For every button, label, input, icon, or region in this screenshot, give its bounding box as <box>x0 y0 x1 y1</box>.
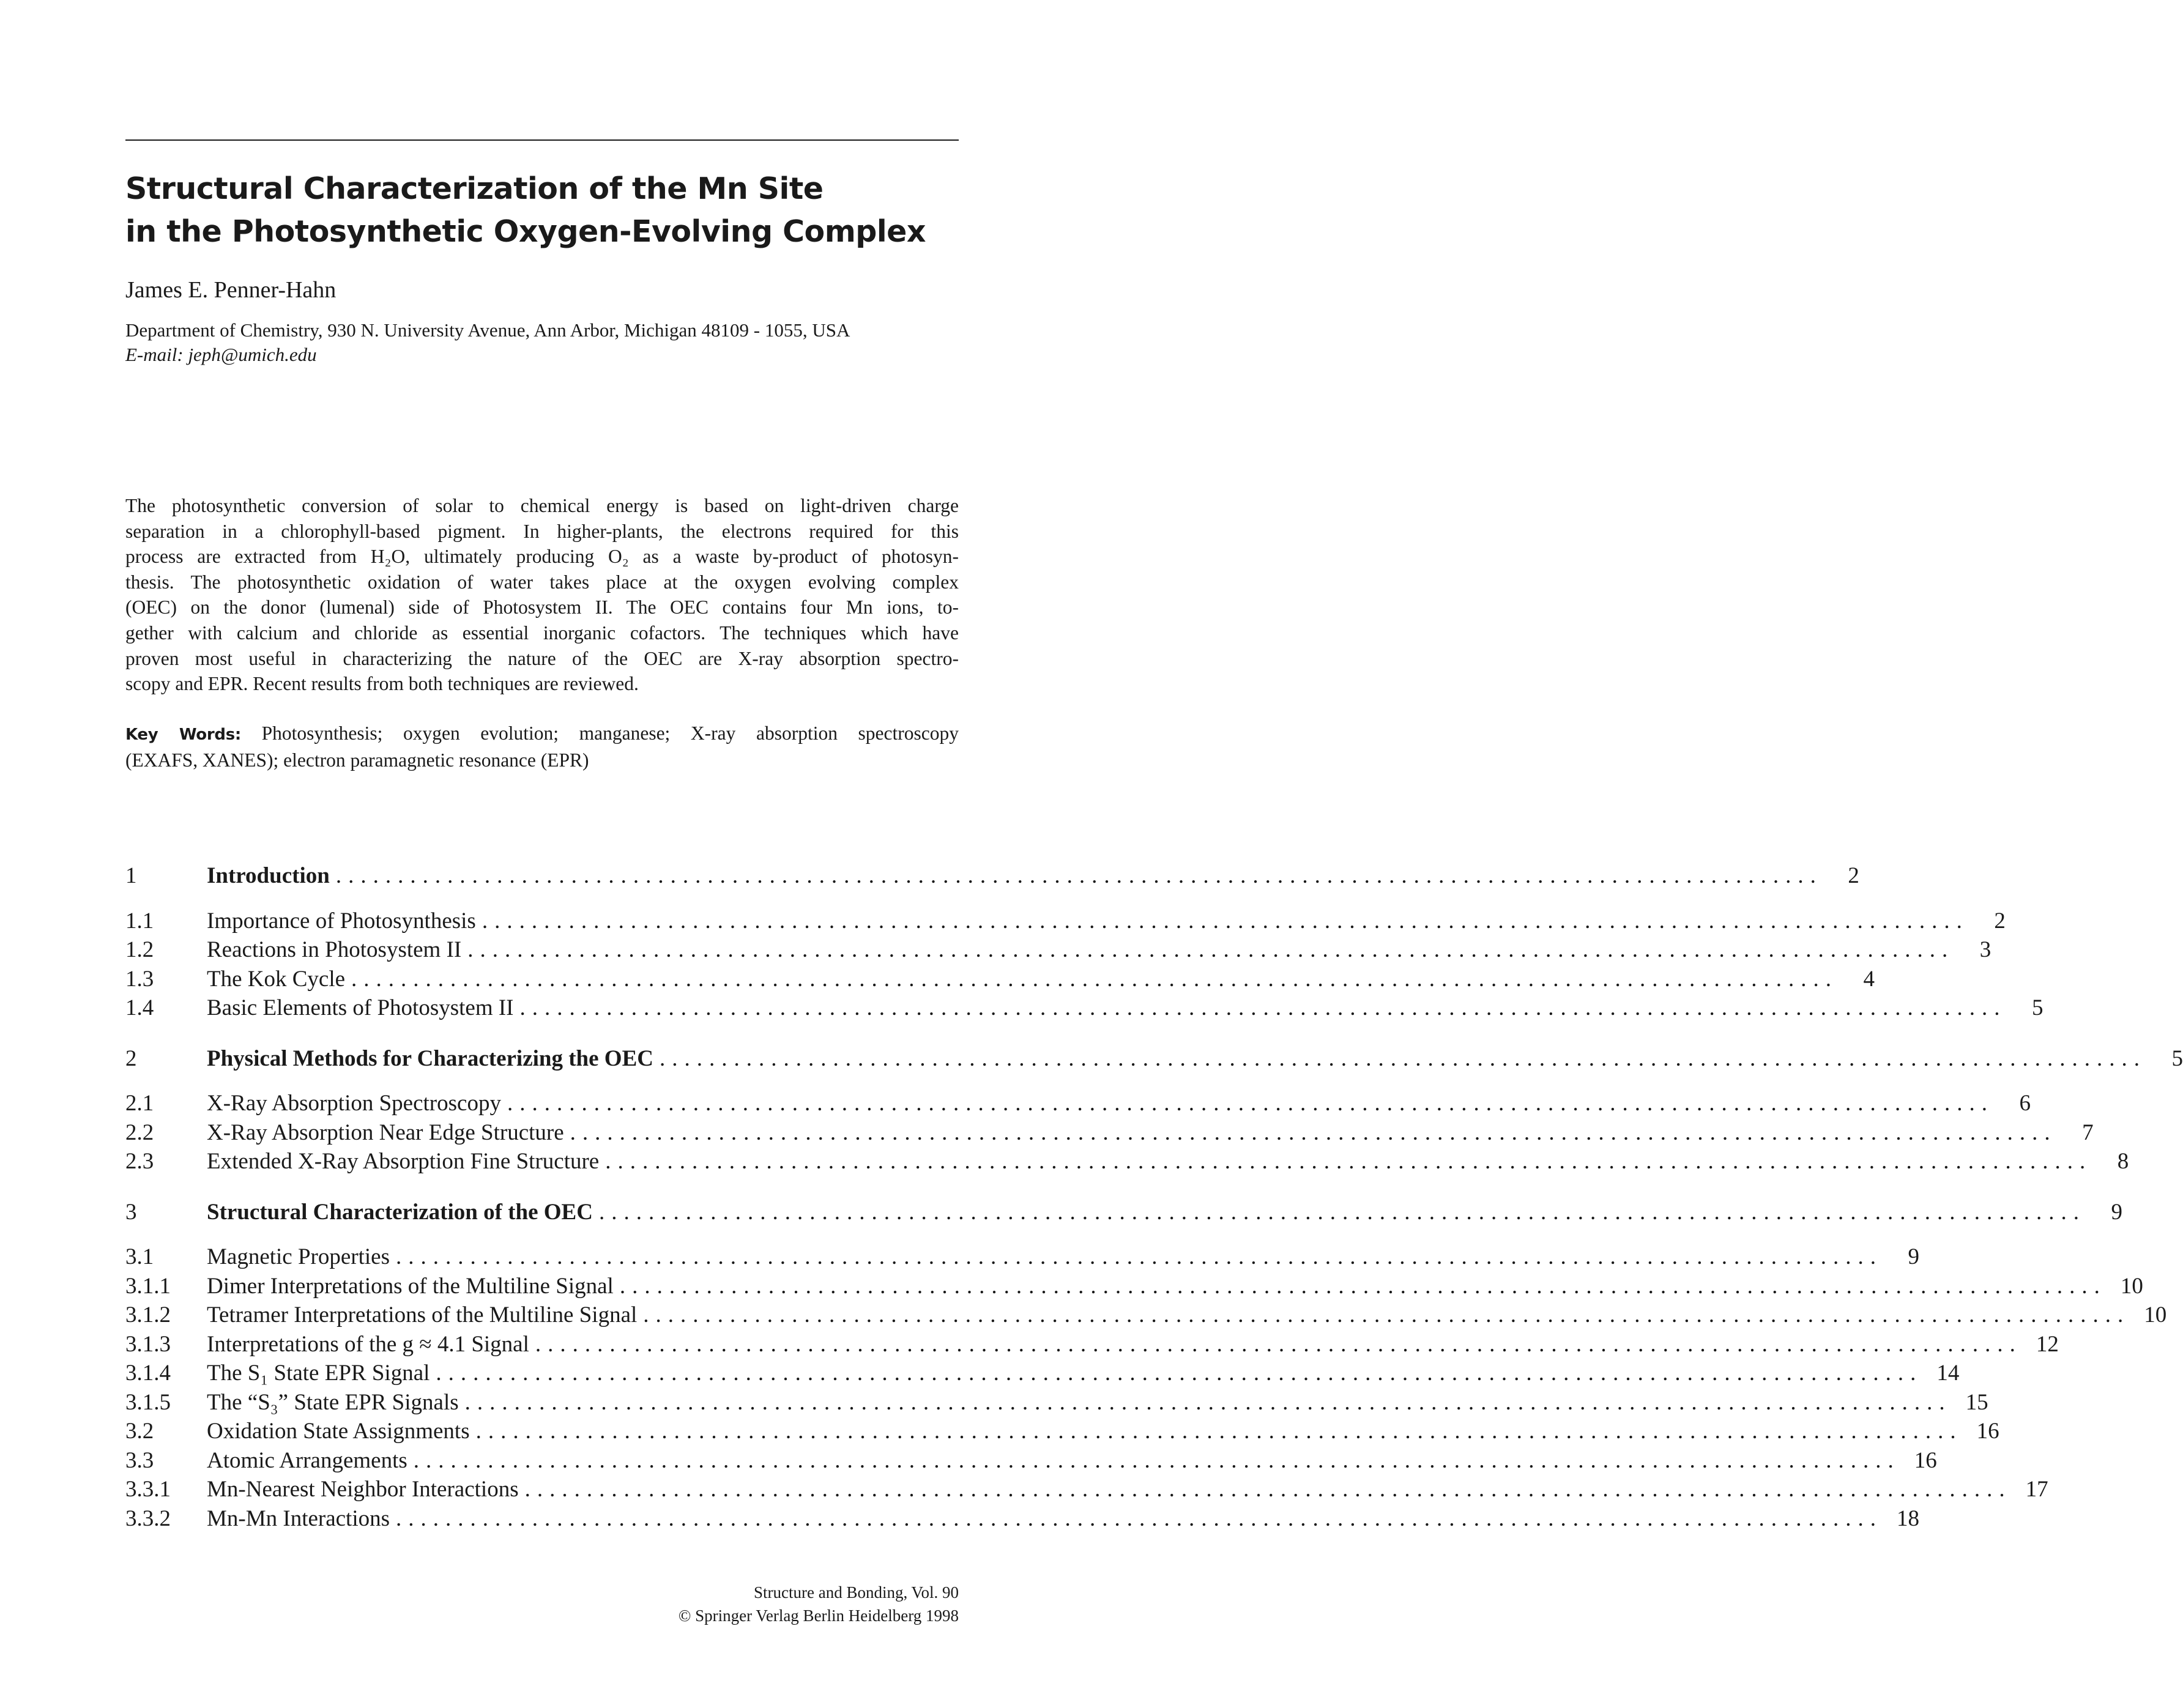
abstract-line: scopy and EPR. Recent results from both techniques are reviewed. <box>125 673 639 695</box>
affiliation-address: Department of Chemistry, 930 N. University Avenue, Ann Arbor, Michigan 48109 - 1055, USA <box>125 319 850 341</box>
toc-number: 3.1.5 <box>125 1389 171 1415</box>
toc-page-number: 5 <box>2032 995 2044 1020</box>
toc-title: Reactions in Photosystem II <box>207 937 462 962</box>
toc-number: 3.1.1 <box>125 1273 171 1299</box>
abstract <box>125 493 959 697</box>
footer-copyright: © Springer Verlag Berlin Heidelberg 1998 <box>678 1606 959 1625</box>
toc-page-number: 14 <box>1936 1361 1960 1386</box>
abstract-line: (OEC) on the donor (lumenal) side of Photosystem II. The OEC contains four Mn ions, to- <box>125 596 959 618</box>
toc-page-number: 10 <box>2144 1302 2167 1327</box>
toc-number: 3 <box>125 1199 137 1225</box>
toc-title: The S₁ State EPR Signal <box>207 1361 430 1386</box>
abstract-line: process are extracted from H₂O, ultimately producing O₂ as a waste by-product of photosyn- <box>125 546 959 568</box>
toc-leader-dots: ........................................................................................................................ <box>413 1447 1900 1473</box>
toc-page-number: 5 <box>2171 1045 2183 1071</box>
keywords-label: Key Words: <box>125 726 241 744</box>
toc-title: Mn-Nearest Neighbor Interactions <box>207 1477 519 1502</box>
title-line-2: in the Photosynthetic Oxygen-Evolving Complex <box>125 214 926 249</box>
toc-leader-dots: ........................................................................................................................ <box>659 1045 2146 1071</box>
abstract-line: proven most useful in characterizing the nature of the OEC are X-ray absorption spectro- <box>125 647 959 669</box>
abstract-line: separation in a chlorophyll-based pigment. In higher-plants, the electrons required for this <box>125 520 959 542</box>
toc-title: X-Ray Absorption Spectroscopy <box>207 1091 501 1116</box>
toc-page-number: 9 <box>2111 1199 2122 1225</box>
toc-leader-dots: ........................................................................................................................ <box>605 1149 2092 1174</box>
toc-number: 3.1.4 <box>125 1361 171 1386</box>
toc-chapter-row <box>125 1199 2122 1228</box>
toc-row <box>125 1506 1920 1535</box>
toc-page-number: 2 <box>1994 908 2006 934</box>
toc-title: X-Ray Absorption Near Edge Structure <box>207 1119 564 1145</box>
toc-row <box>125 1447 1937 1477</box>
toc-title: Magnetic Properties <box>207 1244 390 1269</box>
toc-page-number: 16 <box>1914 1447 1937 1473</box>
toc-title: Physical Methods for Characterizing the OEC <box>207 1045 653 1071</box>
toc-leader-dots: ........................................................................................................................ <box>570 1119 2057 1145</box>
toc-row <box>125 1418 1999 1447</box>
toc-leader-dots: ........................................................................................................................ <box>643 1302 2130 1327</box>
toc-row <box>125 1476 2048 1506</box>
paper-title <box>125 168 982 253</box>
author-name: James E. Penner-Hahn <box>125 277 337 303</box>
affiliation-email: E-mail: jeph@umich.edu <box>125 344 317 365</box>
toc-number: 3.2 <box>125 1419 154 1444</box>
toc-page-number: 17 <box>2025 1477 2048 1502</box>
abstract-line: The photosynthetic conversion of solar to chemical energy is based on light-driven charge <box>125 495 959 516</box>
toc-leader-dots: ........................................................................................................................ <box>598 1199 2086 1225</box>
toc-title: The “S₃” State EPR Signals <box>207 1389 459 1415</box>
toc-row <box>125 1360 1960 1389</box>
toc-leader-dots: ........................................................................................................................ <box>351 966 1839 992</box>
toc-row <box>125 1090 2031 1119</box>
keywords <box>125 721 959 773</box>
top-rule <box>125 139 959 141</box>
toc-page-number: 4 <box>1863 966 1875 992</box>
keywords-text-1: Photosynthesis; oxygen evolution; manganese; X-ray absorption spectroscopy <box>261 722 959 744</box>
toc-number: 1.4 <box>125 995 154 1020</box>
keywords-line-2: (EXAFS, XANES); electron paramagnetic resonance (EPR) <box>125 749 589 771</box>
toc-page-number: 2 <box>1848 863 1859 888</box>
toc-leader-dots: ........................................................................................................................ <box>475 1419 1963 1444</box>
toc-leader-dots: ........................................................................................................................ <box>507 1091 1994 1116</box>
toc-chapter-row <box>125 1045 2183 1075</box>
toc-row <box>125 995 2044 1024</box>
toc-number: 2.2 <box>125 1119 154 1145</box>
toc-page-number: 16 <box>1976 1419 1999 1444</box>
toc-number: 2.1 <box>125 1091 154 1116</box>
toc-number: 3.1 <box>125 1244 154 1269</box>
toc-title: Oxidation State Assignments <box>207 1419 470 1444</box>
toc-leader-dots: ........................................................................................................................ <box>524 1477 2012 1502</box>
toc-page-number: 12 <box>2036 1331 2059 1357</box>
toc-number: 1.3 <box>125 966 154 992</box>
toc-leader-dots: ........................................................................................................................ <box>464 1389 1952 1415</box>
affiliation <box>125 318 961 367</box>
toc-page-number: 15 <box>1965 1389 1988 1415</box>
toc-leader-dots: ........................................................................................................................ <box>519 995 2007 1020</box>
toc-title: Mn-Mn Interactions <box>207 1506 390 1531</box>
toc-title: Dimer Interpretations of the Multiline Signal <box>207 1273 614 1299</box>
toc-leader-dots: ........................................................................................................................ <box>482 908 1969 934</box>
toc-row <box>125 937 1991 966</box>
toc-number: 3.3.1 <box>125 1477 171 1502</box>
toc-page-number: 10 <box>2120 1273 2143 1299</box>
toc-leader-dots: ........................................................................................................................ <box>335 863 1823 888</box>
toc-number: 2 <box>125 1045 137 1071</box>
toc-number: 1.1 <box>125 908 154 934</box>
toc-title: Atomic Arrangements <box>207 1447 407 1473</box>
toc-page-number: 7 <box>2082 1119 2094 1145</box>
toc-title: Tetramer Interpretations of the Multiline Signal <box>207 1302 638 1327</box>
toc-title: Introduction <box>207 863 330 888</box>
toc-leader-dots: ........................................................................................................................ <box>436 1361 1923 1386</box>
toc-chapter-row <box>125 863 1859 892</box>
toc-number: 3.3 <box>125 1447 154 1473</box>
toc-page-number: 6 <box>2019 1091 2031 1116</box>
toc-title: Basic Elements of Photosystem II <box>207 995 514 1020</box>
toc-title: Importance of Photosynthesis <box>207 908 476 934</box>
toc-number: 3.1.3 <box>125 1331 171 1357</box>
toc-number: 3.1.2 <box>125 1302 171 1327</box>
toc-page-number: 8 <box>2117 1149 2129 1174</box>
footer <box>612 1581 959 1627</box>
toc-title: Interpretations of the g ≈ 4.1 Signal <box>207 1331 529 1357</box>
toc-title: The Kok Cycle <box>207 966 346 992</box>
toc-number: 2.3 <box>125 1149 154 1174</box>
toc-row <box>125 1331 2059 1361</box>
toc-leader-dots: ........................................................................................................................ <box>535 1331 2022 1357</box>
toc-title: Structural Characterization of the OEC <box>207 1199 593 1225</box>
toc-row <box>125 1148 2129 1178</box>
keywords-line-1 <box>125 721 959 748</box>
toc-number: 1.2 <box>125 937 154 962</box>
toc-row <box>125 1119 2094 1149</box>
title-line-1: Structural Characterization of the Mn Site <box>125 171 824 206</box>
toc-row <box>125 1302 2167 1331</box>
toc-title: Extended X-Ray Absorption Fine Structure <box>207 1149 600 1174</box>
toc-leader-dots: ........................................................................................................................ <box>396 1506 1883 1531</box>
toc-number: 3.3.2 <box>125 1506 171 1531</box>
footer-series: Structure and Bonding, Vol. 90 <box>754 1583 959 1602</box>
toc-page-number: 18 <box>1897 1506 1920 1531</box>
toc-page-number: 9 <box>1908 1244 1919 1269</box>
toc-leader-dots: ........................................................................................................................ <box>396 1244 1883 1269</box>
toc-row <box>125 1244 1919 1273</box>
toc-leader-dots: ........................................................................................................................ <box>619 1273 2107 1299</box>
toc-row <box>125 908 2006 937</box>
toc-row <box>125 966 1875 995</box>
toc-page-number: 3 <box>1979 937 1991 962</box>
toc-number: 1 <box>125 863 137 888</box>
abstract-line: thesis. The photosynthetic oxidation of water takes place at the oxygen evolving complex <box>125 571 959 593</box>
abstract-line: gether with calcium and chloride as essential inorganic cofactors. The techniques which have <box>125 622 959 644</box>
toc-row <box>125 1389 1988 1419</box>
toc-row <box>125 1273 2143 1302</box>
toc-leader-dots: ........................................................................................................................ <box>467 937 1955 962</box>
